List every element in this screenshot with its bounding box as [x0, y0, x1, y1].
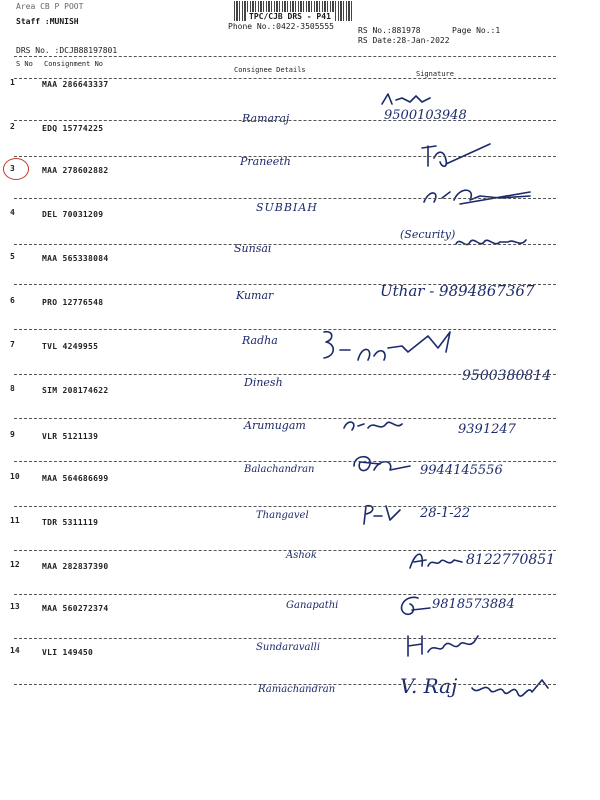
consignee-name: Praneeth: [240, 155, 291, 168]
row-divider: [14, 284, 556, 285]
consignee-name: Dinesh: [244, 376, 283, 389]
consignment-number: TDR 5311119: [42, 518, 99, 527]
row-sno: 9: [10, 430, 15, 439]
consignee-name: Sunsai: [234, 242, 272, 255]
consignee-name: Balachandran: [244, 464, 315, 475]
row-divider: [14, 198, 556, 199]
rs-number: RS No.:881978: [358, 26, 421, 35]
consignment-number: DEL 70031209: [42, 210, 104, 219]
signature-phone: 8122770851: [466, 552, 556, 568]
row-sno: 13: [10, 602, 20, 611]
signature-phone: 9391247: [458, 422, 516, 437]
col-consignment: Consignment No: [44, 60, 104, 68]
consignee-name: Thangavel: [256, 510, 309, 521]
document-title: TPC/CJB DRS - P41: [246, 12, 334, 21]
consignment-number: VLI 149450: [42, 648, 94, 657]
consignment-number: PRO 12776548: [42, 298, 104, 307]
signature-phone: Uthar - 9894867367: [380, 282, 535, 300]
consignment-number: MAA 565338084: [42, 254, 109, 263]
row-sno: 2: [10, 122, 15, 131]
row-sno: 3: [10, 164, 15, 173]
consignee-name: Ramachandran: [258, 684, 336, 695]
consignee-name: SUBBIAH: [256, 201, 318, 214]
consignment-number: EDQ 15774225: [42, 124, 104, 133]
consignment-number: MAA 286643337: [42, 80, 109, 89]
consignee-name: Kumar: [236, 289, 274, 302]
signature-scribble: [380, 90, 440, 110]
rs-date: RS Date:28-Jan-2022: [358, 36, 450, 45]
row-sno: 12: [10, 560, 20, 569]
consignee-name: Arumugam: [244, 419, 306, 432]
phone-number: Phone No.:0422-3505555: [228, 22, 334, 31]
drs-number: DRS No. :DCJB88197801: [16, 46, 118, 55]
consignment-number: MAA 278602882: [42, 166, 109, 175]
row-sno: 6: [10, 296, 15, 305]
col-consignee: Consignee Details: [234, 66, 306, 74]
row-sno: 8: [10, 384, 15, 393]
signature-date: 28-1-22: [420, 506, 471, 521]
consignee-name: Sundaravalli: [256, 642, 321, 653]
row-divider: [14, 638, 556, 639]
signature-scribble: [404, 632, 484, 660]
staff-label: Staff :MUNISH: [16, 17, 79, 26]
consignee-name: Ganapathi: [286, 600, 339, 611]
col-signature: Signature: [416, 70, 454, 78]
signature-scribble: [394, 592, 434, 618]
consignment-number: MAA 564686699: [42, 474, 109, 483]
signature-phone: 9500380814: [462, 368, 552, 384]
consignee-name: Ramaraj: [242, 112, 290, 125]
row-divider: [14, 594, 556, 595]
row-sno: 4: [10, 208, 15, 217]
header-rule-top: [14, 56, 556, 57]
signature-scribble: [318, 326, 468, 376]
row-divider: [14, 461, 556, 462]
row-divider: [14, 244, 556, 245]
row-divider: [14, 329, 556, 330]
page-number: Page No.:1: [452, 26, 501, 35]
row-sno: 7: [10, 340, 15, 349]
row-divider: [14, 120, 556, 121]
signature-scribble: [470, 674, 560, 704]
signature-scribble: [350, 448, 420, 478]
signature-phone: 9818573884: [432, 597, 515, 612]
row-divider: [14, 418, 556, 419]
row-divider: [14, 684, 556, 685]
consignment-number: TVL 4249955: [42, 342, 99, 351]
signature-name: V. Raj: [400, 674, 458, 698]
area-label: Area CB P POOT: [16, 2, 84, 11]
row-sno: 11: [10, 516, 20, 525]
row-sno: 5: [10, 252, 15, 261]
consignment-number: VLR 5121139: [42, 432, 99, 441]
consignment-number: SIM 208174622: [42, 386, 109, 395]
consignee-name: Ashok: [286, 550, 317, 561]
row-divider: [14, 550, 556, 551]
row-sno: 14: [10, 646, 20, 655]
row-divider: [14, 374, 556, 375]
row-sno: 10: [10, 472, 20, 481]
col-sno: S No: [16, 60, 33, 68]
signature-note: (Security): [400, 228, 456, 241]
signature-scribble: [420, 178, 550, 212]
row-divider: [14, 506, 556, 507]
signature-phone: 9500103948: [384, 108, 467, 123]
consignment-number: MAA 560272374: [42, 604, 109, 613]
row-divider: [14, 156, 556, 157]
header-rule-bottom: [14, 78, 556, 79]
consignment-number: MAA 282837390: [42, 562, 109, 571]
row-sno: 1: [10, 78, 15, 87]
signature-phone: 9944145556: [420, 463, 503, 478]
highlight-circle: [3, 158, 29, 180]
consignee-name: Radha: [242, 334, 278, 347]
